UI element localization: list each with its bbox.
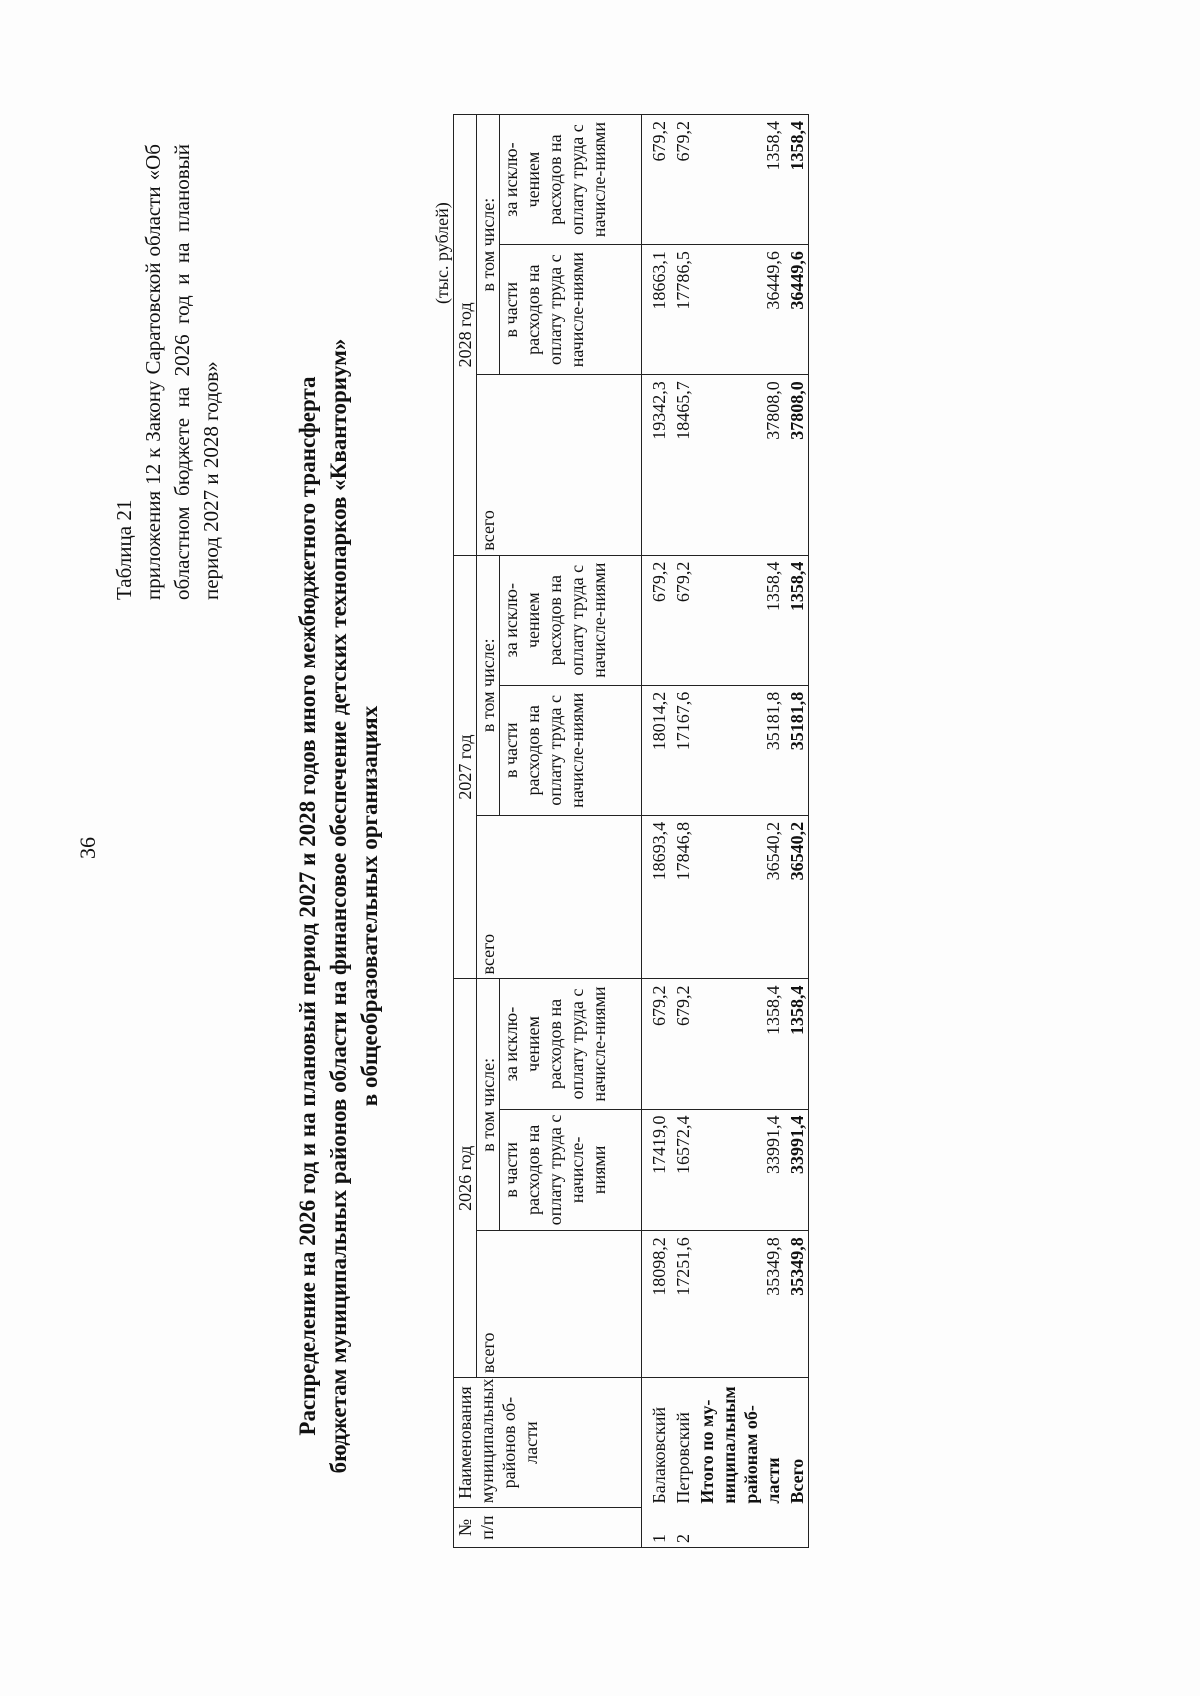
cell-other-2028: 679,2	[670, 115, 694, 245]
header-year-2026: 2026 год	[454, 979, 477, 1378]
cell-other-2026: 679,2	[642, 979, 671, 1109]
cell-other-2028: 1358,4	[784, 115, 809, 245]
row-num	[694, 1508, 784, 1548]
header-other-2026: за исклю-чением расходов на оплату труда с начисле-ниями	[500, 979, 642, 1109]
cell-total-2026: 17251,6	[670, 1231, 694, 1378]
cell-total-2027: 36540,2	[784, 815, 809, 979]
header-year-2027: 2027 год	[454, 555, 477, 979]
cell-payroll-2027: 35181,8	[694, 685, 784, 815]
title-line-3: в общеобразовательных организациях	[357, 705, 382, 1107]
row-name: Итого по му-ниципальным районам об-ласти	[694, 1378, 784, 1508]
cell-total-2028: 37808,0	[784, 375, 809, 555]
cell-other-2028: 1358,4	[694, 115, 784, 245]
title-line-2: бюджетам муниципальных районов области на финансовое обеспечение детских технопарков «Кванториум»	[326, 338, 351, 1474]
cell-payroll-2028: 18663,1	[642, 245, 671, 375]
header-year-2028: 2028 год	[454, 115, 477, 556]
table-row	[642, 115, 671, 1548]
table-label: Таблица 21	[112, 499, 136, 600]
page-number: 36	[75, 837, 100, 859]
cell-total-2026: 18098,2	[642, 1231, 671, 1378]
cell-other-2027: 679,2	[642, 555, 671, 685]
cell-payroll-2028: 36449,6	[694, 245, 784, 375]
cell-other-2026: 679,2	[670, 979, 694, 1109]
header-including-2026: в том числе:	[477, 979, 500, 1231]
row-num: 2	[670, 1508, 694, 1548]
unit-label: (тыс. рублей)	[432, 202, 452, 304]
cell-payroll-2026: 33991,4	[694, 1109, 784, 1231]
header-name: Наименования муниципальных районов об-ласти	[454, 1378, 642, 1508]
title-line-1: Распределение на 2026 год и на плановый период 2027 и 2028 годов иного межбюджетного трансферта	[295, 376, 320, 1436]
row-name: Всего	[784, 1378, 809, 1508]
cell-payroll-2028: 17786,5	[670, 245, 694, 375]
cell-total-2026: 35349,8	[784, 1231, 809, 1378]
header-payroll-2028: в части расходов на оплату труда с начисле-ниями	[500, 245, 642, 375]
cell-other-2027: 1358,4	[784, 555, 809, 685]
cell-total-2026: 35349,8	[694, 1231, 784, 1378]
cell-payroll-2027: 18014,2	[642, 685, 671, 815]
cell-payroll-2027: 17167,6	[670, 685, 694, 815]
header-total-2026: всего	[477, 1231, 642, 1378]
cell-total-2027: 36540,2	[694, 815, 784, 979]
cell-other-2026: 1358,4	[784, 979, 809, 1109]
cell-payroll-2026: 17419,0	[642, 1109, 671, 1231]
cell-payroll-2028: 36449,6	[784, 245, 809, 375]
cell-other-2028: 679,2	[642, 115, 671, 245]
cell-payroll-2026: 33991,4	[784, 1109, 809, 1231]
cell-total-2028: 37808,0	[694, 375, 784, 555]
cell-total-2028: 19342,3	[642, 375, 671, 555]
header-including-2028: в том числе:	[477, 115, 500, 375]
table-row-total	[784, 115, 809, 1548]
header-including-2027: в том числе:	[477, 555, 500, 815]
cell-other-2027: 679,2	[670, 555, 694, 685]
document-title	[292, 256, 385, 1556]
row-num	[784, 1508, 809, 1548]
header-other-2028: за исклю-чением расходов на оплату труда с начисле-ниями	[500, 115, 642, 245]
caption-text: приложения 12 к Закону Саратовской области «Об областном бюджете на 2026 год и на плановый период 2027 и 2028 годов»	[141, 144, 223, 600]
row-name: Балаковский	[642, 1378, 671, 1508]
cell-payroll-2027: 35181,8	[784, 685, 809, 815]
header-payroll-2026: в части расходов на оплату труда с начисле-ниями	[500, 1109, 642, 1231]
row-num: 1	[642, 1508, 671, 1548]
row-name: Петровский	[670, 1378, 694, 1508]
distribution-table	[453, 114, 809, 1548]
header-payroll-2027: в части расходов на оплату труда с начисле-ниями	[500, 685, 642, 815]
cell-total-2028: 18465,7	[670, 375, 694, 555]
header-total-2028: всего	[477, 375, 642, 555]
header-other-2027: за исклю-чением расходов на оплату труда с начисле-ниями	[500, 555, 642, 685]
header-total-2027: всего	[477, 815, 642, 979]
table-caption	[110, 144, 226, 600]
cell-other-2026: 1358,4	[694, 979, 784, 1109]
cell-other-2027: 1358,4	[694, 555, 784, 685]
cell-total-2027: 18693,4	[642, 815, 671, 979]
table-row	[670, 115, 694, 1548]
header-num: № п/п	[454, 1508, 642, 1548]
cell-payroll-2026: 16572,4	[670, 1109, 694, 1231]
table-row-subtotal	[694, 115, 784, 1548]
cell-total-2027: 17846,8	[670, 815, 694, 979]
